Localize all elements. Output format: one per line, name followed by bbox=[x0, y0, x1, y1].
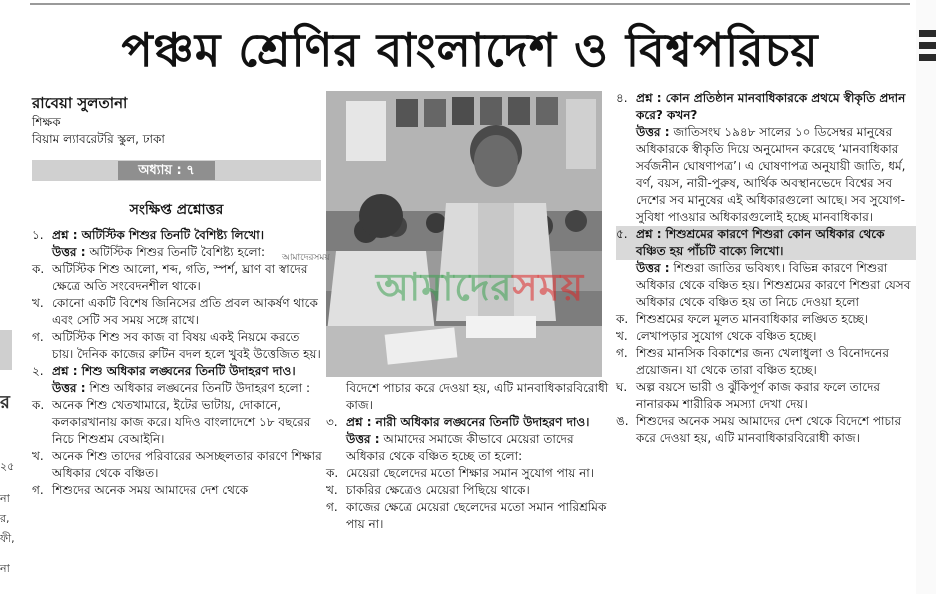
body-text: শিশুশ্রমের ফলে মূলত মানবাধিকার লঙ্ঘিত হচ্ছে। bbox=[636, 312, 869, 326]
edge-bar bbox=[919, 54, 936, 61]
watermark-small-part2: সময় bbox=[313, 253, 330, 263]
author-name: রাবেয়া সুলতানা bbox=[32, 94, 128, 112]
answer-paragraph bbox=[616, 413, 916, 447]
answer-paragraph bbox=[616, 124, 916, 226]
classroom-photo bbox=[326, 91, 602, 377]
body-text: মেয়েরা ছেলেদের মতো শিক্ষার সমান সুযোগ পায় না। bbox=[346, 466, 595, 480]
bold-lead: উত্তর : bbox=[636, 261, 670, 275]
body-text: শিশুদের অনেক সময় আমাদের দেশ থেকে bbox=[52, 483, 249, 497]
edge-fragment: ফী, bbox=[0, 532, 15, 545]
answer-paragraph bbox=[616, 328, 916, 345]
answer-paragraph bbox=[32, 329, 322, 363]
header-rule bbox=[30, 3, 910, 5]
edge-bar bbox=[919, 42, 936, 49]
answer-paragraph bbox=[32, 448, 322, 482]
bold-lead: উত্তর : bbox=[346, 432, 380, 446]
right-edge-strip bbox=[916, 0, 936, 594]
item-marker: গ. bbox=[32, 483, 44, 497]
answer-paragraph bbox=[32, 397, 322, 448]
left-edge-column-fragment bbox=[0, 0, 28, 594]
answer-paragraph bbox=[326, 499, 610, 533]
item-marker: ৫. bbox=[616, 227, 628, 241]
watermark-part2: সময় bbox=[512, 265, 585, 309]
item-marker: ঘ. bbox=[616, 380, 628, 394]
bold-lead: প্রশ্ন : অটিস্টিক শিশুর তিনটি বৈশিষ্ট্য লিখো। bbox=[52, 228, 265, 242]
bold-lead: প্রশ্ন : শিশুশ্রমের কারণে শিশুরা কোন অধিকার থেকে বঞ্চিত হয় পাঁচটি বাক্যে লিখো। bbox=[636, 227, 885, 258]
item-marker: ক. bbox=[32, 262, 45, 276]
section-title: সংক্ষিপ্ত প্রশ্নোত্তর bbox=[129, 202, 224, 218]
item-marker: ৪. bbox=[616, 91, 628, 105]
answer-paragraph bbox=[326, 380, 610, 414]
bold-lead: উত্তর : bbox=[52, 245, 86, 259]
bold-lead: উত্তর : bbox=[636, 125, 670, 139]
question-paragraph bbox=[326, 414, 610, 431]
page-title: পঞ্চম শ্রেণির বাংলাদেশ ও বিশ্বপরিচয় bbox=[121, 23, 819, 77]
item-marker: খ. bbox=[616, 329, 628, 343]
item-marker: ৩. bbox=[326, 415, 338, 429]
body-text: কাজের ক্ষেত্রে মেয়েরা ছেলেদের মতো সমান পারিশ্রমিক পায় না। bbox=[346, 500, 607, 531]
body-text: চাকরির ক্ষেত্রেও মেয়েরা পিছিয়ে থাকে। bbox=[346, 483, 530, 497]
edge-gray-block bbox=[0, 330, 12, 370]
bold-lead: উত্তর : bbox=[52, 381, 86, 395]
chapter-label: অধ্যায় : ৭ bbox=[118, 161, 215, 180]
item-marker: ১. bbox=[32, 228, 44, 242]
body-text: শিশুর মানসিক বিকাশের জন্য খেলাধুলা ও বিনোদনের প্রয়োজন। যা থেকে তারা বঞ্চিত হচ্ছে। bbox=[636, 346, 889, 377]
body-text: অটিস্টিক শিশুর তিনটি বৈশিষ্ট্য হলো: bbox=[85, 245, 266, 259]
bold-lead: প্রশ্ন : কোন প্রতিষ্ঠান মানবাধিকারকে প্রথমে স্বীকৃতি প্রদান করে? কখন? bbox=[636, 91, 906, 122]
item-marker: গ. bbox=[32, 330, 44, 344]
answer-paragraph bbox=[326, 482, 610, 499]
question-paragraph bbox=[616, 90, 916, 124]
item-marker: খ. bbox=[32, 449, 44, 463]
author-school: বিয়াম ল্যাবরেটরি স্কুল, ঢাকা bbox=[32, 132, 165, 146]
body-text: অল্প বয়সে ভারী ও ঝুঁকিপূর্ণ কাজ করার ফলে তাদের নানারকম শারীরিক সমস্যা দেখা দেয়। bbox=[636, 380, 881, 411]
body-text: বিদেশে পাচার করে দেওয়া হয়, এটি মানবাধিকারবিরোধী কাজ। bbox=[346, 381, 609, 412]
item-marker: খ. bbox=[32, 296, 44, 310]
edge-fragment: র bbox=[0, 392, 10, 413]
item-marker: ২. bbox=[32, 364, 44, 378]
body-text: কোনো একটি বিশেষ জিনিসের প্রতি প্রবল আকর্ষণ থাকে এবং সেটি সব সময় সঙ্গে রাখে। bbox=[52, 296, 318, 327]
edge-bar bbox=[919, 30, 936, 37]
item-marker: ক. bbox=[616, 312, 629, 326]
answer-paragraph bbox=[616, 379, 916, 413]
body-text: জাতিসংঘ ১৯৪৮ সালের ১০ ডিসেম্বর মানুষের অধিকারকে স্বীকৃতি দিয়ে অনুমোদন করেছে ‘মানবাধিকার সর্বজনীন ঘোষণাপত্র’। এ ঘোষণাপত্র অনুযায়ী জাতি, ধর্ম, বর্ণ, বয়স, নারী-পুরুষ, আর্থিক অবস্থানভেদে বিশ্বের সব দেশের সব মানুষের এই অধিকারগুলো আছে। সব সুযোগ-সুবিধা পাওয়ার অধিকারগুলোই হচ্ছে মানবাধিকার। bbox=[636, 125, 906, 224]
answer-paragraph bbox=[32, 482, 322, 499]
edge-fragment: র, bbox=[0, 512, 10, 525]
bold-lead: প্রশ্ন : শিশু অধিকার লঙ্ঘনের তিনটি উদাহরণ দাও। bbox=[52, 364, 296, 378]
body-text: লেখাপড়ার সুযোগ থেকে বঞ্চিত হচ্ছে। bbox=[636, 329, 817, 343]
column-2-text bbox=[326, 380, 610, 533]
item-marker: ক. bbox=[326, 466, 339, 480]
question-paragraph bbox=[32, 227, 322, 244]
body-text: অটিস্টিক শিশু আলো, শব্দ, গতি, স্পর্শ, ঘ্রাণ বা স্বাদের ক্ষেত্রে অতি সংবেদনশীল থাকে। bbox=[52, 262, 308, 293]
body-text: অটিস্টিক শিশু সব কাজ বা বিষয় একই নিয়মে করতে চায়। দৈনিক কাজের রুটিন বদল হলে খুবই উত্তেজিত হয়। bbox=[52, 330, 321, 361]
body-text: অনেক শিশু তাদের পরিবারের অসচ্ছলতার কারণে শিক্ষার অধিকার থেকে বঞ্চিত। bbox=[52, 449, 322, 480]
watermark-small-part1: আমাদের bbox=[282, 253, 314, 263]
answer-paragraph bbox=[326, 465, 610, 482]
item-marker: গ. bbox=[326, 500, 338, 514]
question-paragraph bbox=[32, 363, 322, 380]
edge-fragment: ২৫ bbox=[0, 460, 15, 473]
body-text: আমাদের সমাজে কীভাবে মেয়েরা তাদের অধিকার থেকে বঞ্চিত হচ্ছে তা হলো: bbox=[346, 432, 574, 463]
author-designation: শিক্ষক bbox=[32, 115, 61, 129]
item-marker: খ. bbox=[326, 483, 338, 497]
bold-lead: প্রশ্ন : নারী অধিকার লঙ্ঘনের তিনটি উদাহরণ দাও। bbox=[346, 415, 590, 429]
body-text: শিশুদের অনেক সময় আমাদের দেশ থেকে বিদেশে পাচার করে দেওয়া হয়, এটি মানবাধিকারবিরোধী কাজ। bbox=[636, 414, 902, 445]
question-paragraph bbox=[616, 226, 916, 260]
answer-paragraph bbox=[616, 345, 916, 379]
watermark-logo bbox=[270, 258, 690, 322]
item-marker: গ. bbox=[616, 346, 628, 360]
item-marker: ঙ. bbox=[616, 414, 629, 428]
body-text: অনেক শিশু খেতখামারে, ইটের ভাটায়, দোকানে, কলকারখানায় কাজ করে। যদিও বাংলাদেশে ১৮ বছরের নিচে শিশুশ্রম বেআইনি। bbox=[52, 398, 311, 446]
body-text: শিশু অধিকার লঙ্ঘনের তিনটি উদাহরণ হলো : bbox=[85, 381, 311, 395]
answer-paragraph bbox=[326, 431, 610, 465]
body-text: শিশুরা জাতির ভবিষ্যৎ। বিভিন্ন কারণে শিশুরা অধিকার থেকে বঞ্চিত হয়। শিশুশ্রমের কারণে শিশুরা যেসব অধিকার থেকে বঞ্চিত হয় তা নিচে দেওয়া হলো bbox=[636, 261, 911, 309]
edge-fragment: না bbox=[0, 492, 10, 505]
classroom-photo-illustration bbox=[326, 91, 602, 377]
item-marker: ক. bbox=[32, 398, 45, 412]
edge-fragment: না bbox=[0, 562, 10, 575]
watermark-part1: আমাদের bbox=[375, 265, 513, 309]
answer-paragraph bbox=[32, 380, 322, 397]
